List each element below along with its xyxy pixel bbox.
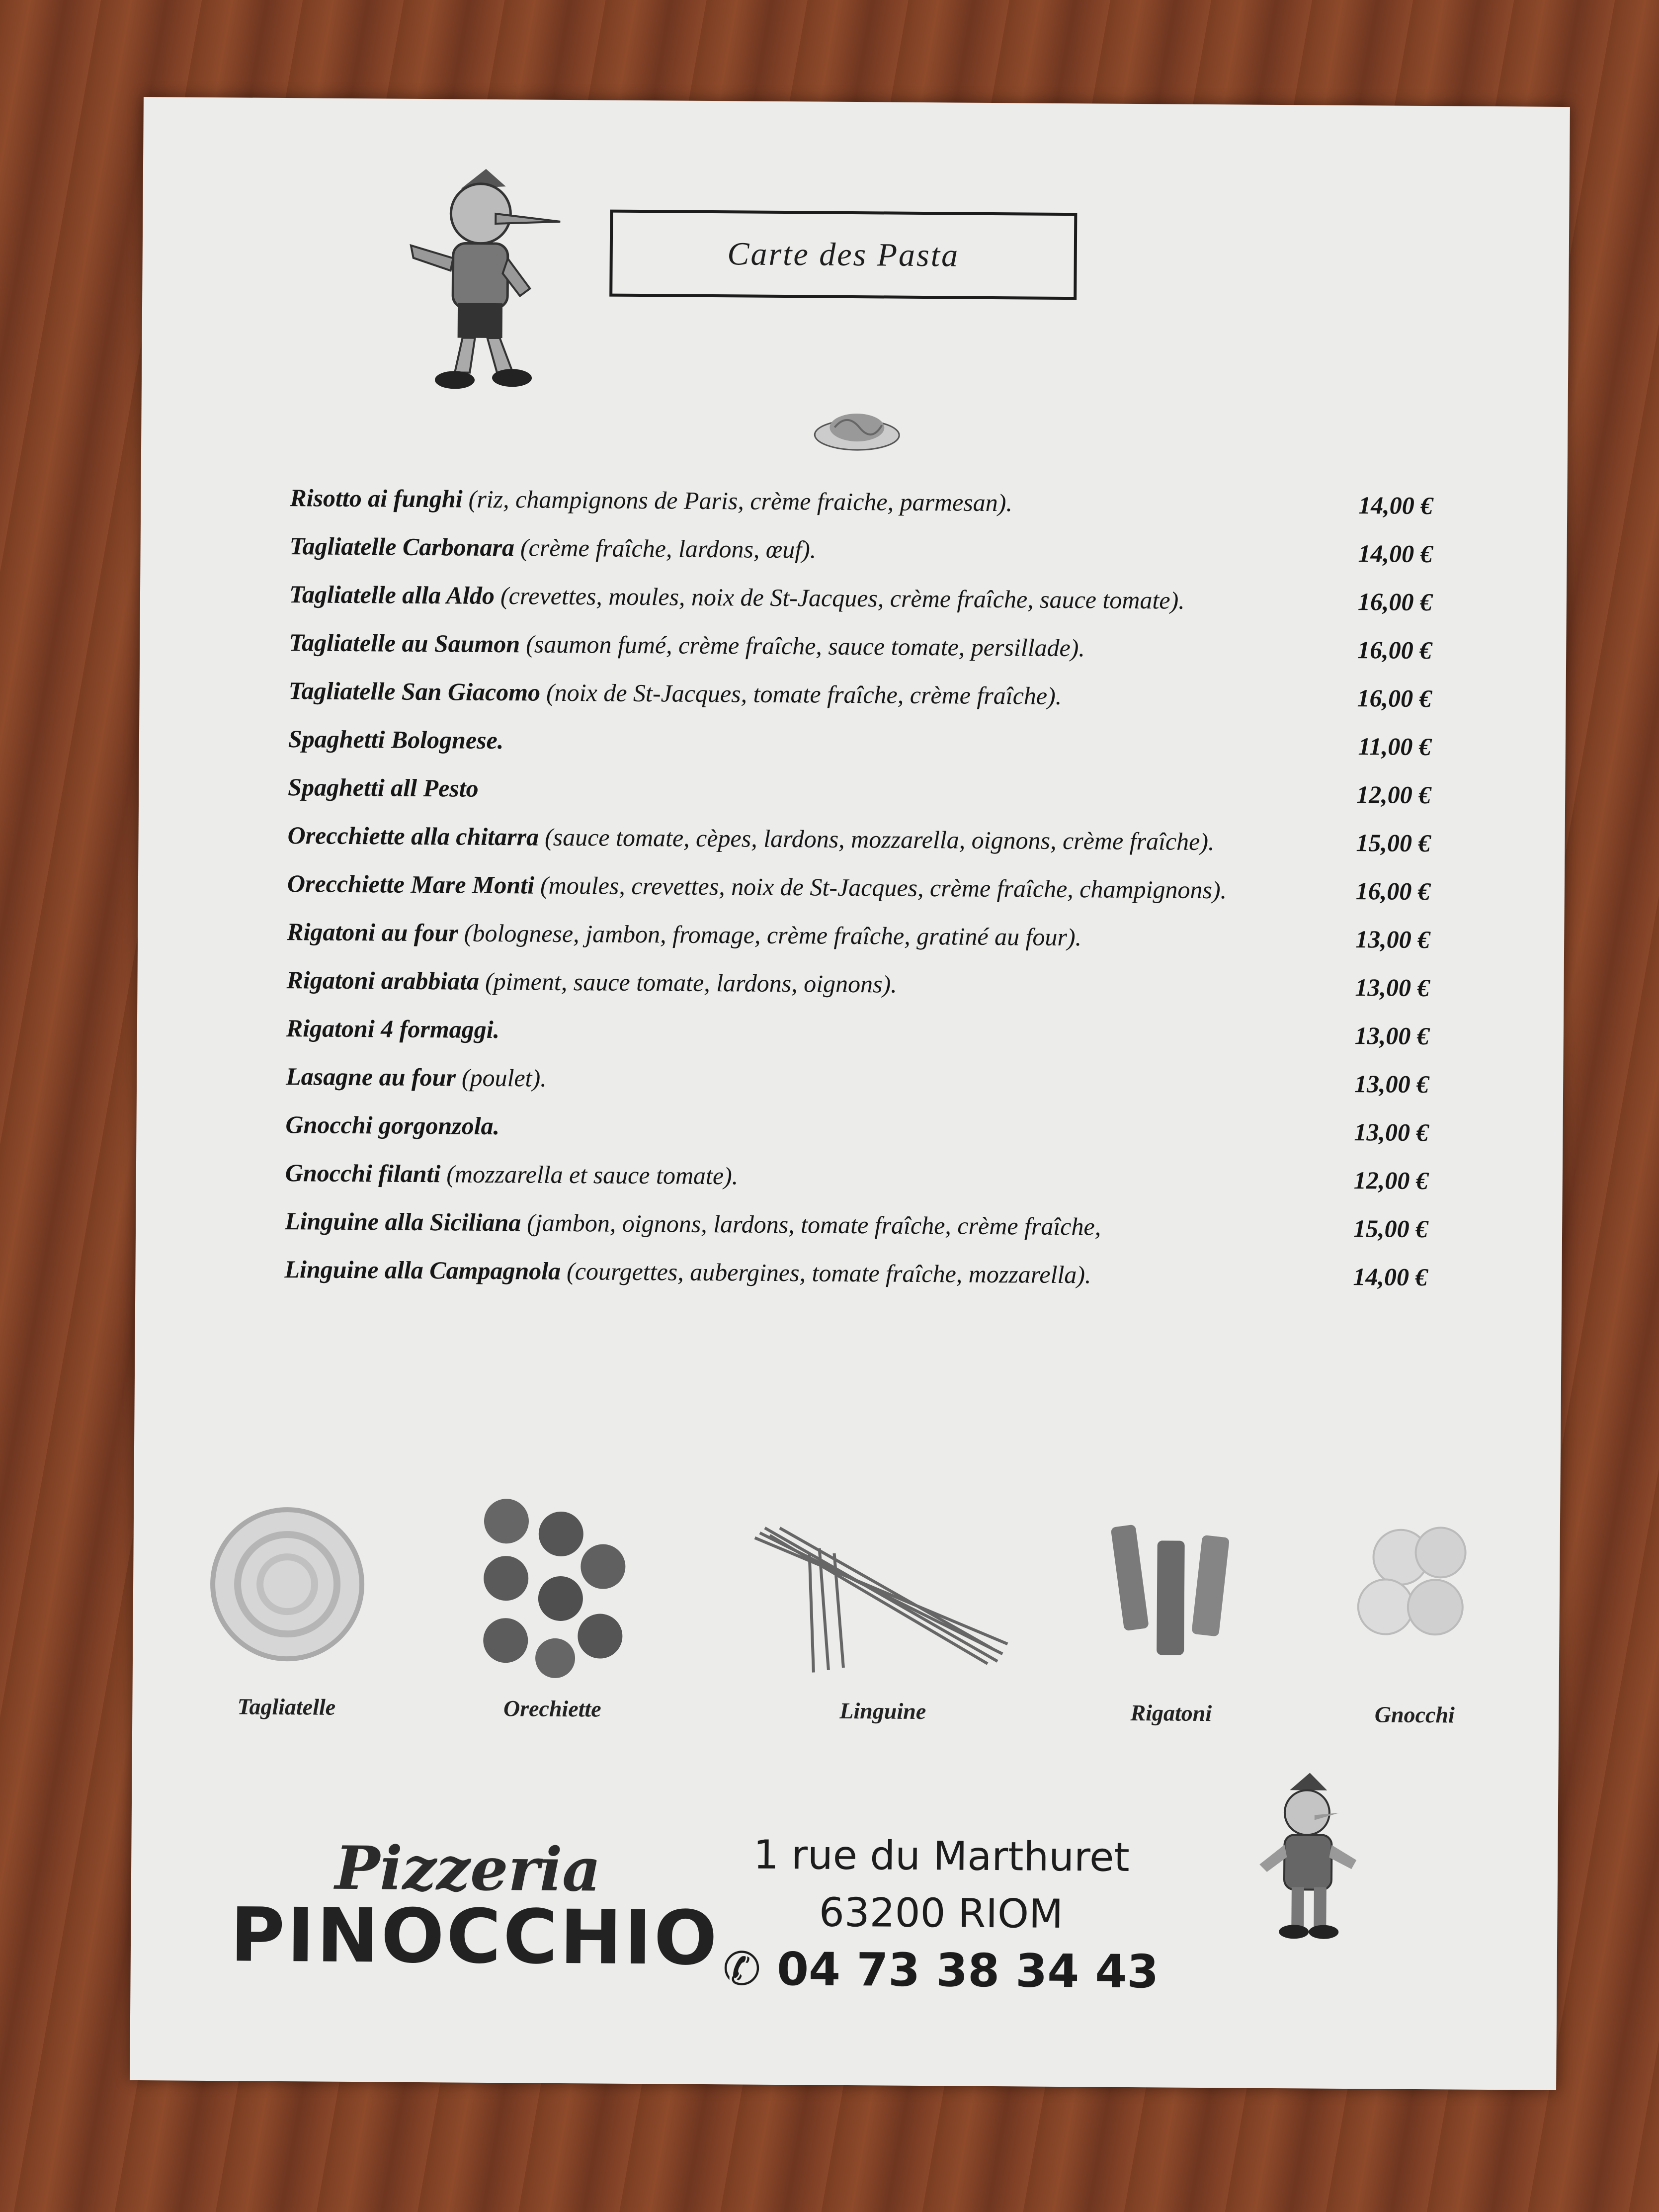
menu-item-name: Rigatoni au four (287, 917, 459, 946)
menu-item-desc: (piment, sauce tomate, lardons, oignons). (485, 967, 897, 998)
menu-item (290, 473, 1433, 529)
pasta-label: Orechiette (503, 1696, 601, 1722)
menu-item (288, 714, 1432, 770)
menu-item (287, 907, 1430, 963)
menu-item (289, 570, 1433, 626)
menu-item (289, 618, 1432, 674)
menu-item-price: 16,00 € (1355, 876, 1431, 905)
menu-item-desc: (courgettes, aubergines, tomate fraîche, mozzarella). (566, 1257, 1091, 1288)
menu-item (286, 955, 1430, 1012)
address-city: 63200 RIOM (819, 1889, 1064, 1938)
menu-item-price: 15,00 € (1353, 1214, 1428, 1243)
menu-item (287, 811, 1431, 867)
menu-item (288, 763, 1431, 819)
menu-item-name: Orecchiette alla chitarra (287, 821, 539, 851)
pasta-label: Tagliatelle (237, 1694, 336, 1720)
menu-item-desc: (poulet). (461, 1063, 547, 1092)
linguine-icon (749, 1493, 1019, 1684)
menu-item-name: Lasagne au four (286, 1062, 456, 1091)
pinocchio-mascot-icon (400, 159, 571, 408)
address-street: 1 rue du Marthuret (753, 1831, 1130, 1880)
menu-item-name: Linguine alla Campagnola (284, 1255, 561, 1285)
pasta-linguine (748, 1493, 1018, 1729)
menu-item-price: 13,00 € (1354, 1021, 1430, 1050)
menu-list (284, 473, 1433, 1301)
pasta-label: Rigatoni (1130, 1700, 1212, 1726)
menu-item (285, 1148, 1429, 1204)
pasta-label: Gnocchi (1374, 1702, 1455, 1728)
menu-item-name: Gnocchi filanti (285, 1158, 441, 1188)
menu-item-name: Rigatoni arabbiata (286, 965, 480, 995)
menu-item (284, 1245, 1428, 1301)
pasta-illustrations (202, 1489, 1506, 1757)
menu-item-name: Gnocchi gorgonzola. (285, 1110, 500, 1140)
menu-item-price: 13,00 € (1354, 1069, 1429, 1098)
menu-item-desc: (sauce tomate, cèpes, lardons, mozzarella, oignons, crème fraîche). (544, 823, 1215, 855)
menu-item-desc: (saumon fumé, crème fraîche, sauce tomate, persillade). (526, 629, 1085, 662)
pasta-label: Linguine (839, 1698, 926, 1724)
pasta-rigatoni (1096, 1496, 1247, 1730)
menu-item-price: 11,00 € (1358, 732, 1432, 761)
pasta-gnocchi (1340, 1497, 1491, 1732)
menu-item-price: 12,00 € (1356, 780, 1431, 809)
menu-item-price: 16,00 € (1357, 635, 1432, 664)
menu-item-name: Spaghetti all Pesto (288, 772, 479, 802)
orechiette-icon (471, 1491, 636, 1681)
menu-item-price: 12,00 € (1353, 1166, 1429, 1194)
menu-item-name: Spaghetti Bolognese. (288, 724, 504, 754)
phone-icon: ✆ (722, 1942, 761, 1996)
tagliatelle-icon (202, 1489, 373, 1679)
menu-item-name: Orecchiette Mare Monti (287, 869, 535, 899)
menu-item-name: Tagliatelle alla Aldo (289, 580, 495, 609)
menu-item-price: 14,00 € (1353, 1262, 1428, 1291)
rigatoni-icon (1097, 1496, 1247, 1686)
menu-item-desc: (riz, champignons de Paris, crème fraiche, parmesan). (468, 485, 1013, 516)
menu-item-price: 14,00 € (1358, 491, 1433, 519)
phone-value: 04 73 38 34 43 (776, 1943, 1159, 1999)
contact-block (717, 1826, 1165, 2000)
menu-item-desc: (mozzarella et sauce tomate). (446, 1159, 739, 1190)
menu-item (286, 1004, 1430, 1060)
pizzeria-logo (230, 1832, 720, 1999)
menu-item-name: Tagliatelle San Giacomo (288, 676, 541, 706)
menu-item-price: 16,00 € (1357, 683, 1432, 712)
logo-script: Pizzeria (334, 1833, 601, 1905)
menu-item-name: Risotto ai funghi (290, 483, 463, 513)
menu-item-price: 16,00 € (1357, 587, 1433, 616)
menu-item-desc: (noix de St-Jacques, tomate fraîche, crème fraîche). (546, 678, 1062, 710)
pasta-orechiette (470, 1491, 636, 1726)
menu-item (286, 1052, 1429, 1108)
menu-item-desc: (crème fraîche, lardons, œuf). (520, 533, 817, 563)
menu-item-desc: (crevettes, moules, noix de St-Jacques, crème fraîche, sauce tomate). (500, 581, 1185, 614)
menu-item-name: Rigatoni 4 formaggi. (286, 1014, 500, 1043)
menu-item-price: 13,00 € (1354, 1117, 1429, 1146)
menu-item (285, 1100, 1429, 1156)
menu-item-name: Tagliatelle Carbonara (289, 531, 515, 561)
menu-item-price: 15,00 € (1356, 828, 1431, 857)
menu-item-name: Tagliatelle au Saumon (289, 628, 520, 658)
menu-item-desc: (bolognese, jambon, fromage, crème fraîche, gratiné au four). (464, 919, 1082, 951)
logo-brand: PINOCCHIO (230, 1892, 720, 1982)
gnocchi-icon (1340, 1497, 1491, 1687)
menu-item (287, 859, 1431, 915)
menu-item-price: 14,00 € (1358, 539, 1433, 568)
menu-sheet (130, 97, 1570, 2090)
menu-item (288, 666, 1432, 722)
menu-item (285, 1196, 1428, 1253)
menu-item-desc: (jambon, oignons, lardons, tomate fraîche, crème fraîche, (527, 1208, 1101, 1241)
pinocchio-mascot-icon (1244, 1770, 1375, 1950)
pasta-tagliatelle (202, 1489, 372, 1724)
pasta-dish-icon (812, 400, 902, 455)
menu-item-price: 13,00 € (1355, 973, 1430, 1002)
menu-title: Carte des Pasta (609, 210, 1077, 300)
phone-number (717, 1940, 1164, 2000)
menu-item-price: 13,00 € (1355, 925, 1430, 953)
menu-item-name: Linguine alla Siciliana (284, 1206, 521, 1236)
menu-item (289, 521, 1433, 578)
menu-item-desc: (moules, crevettes, noix de St-Jacques, crème fraîche, champignons). (540, 871, 1227, 904)
